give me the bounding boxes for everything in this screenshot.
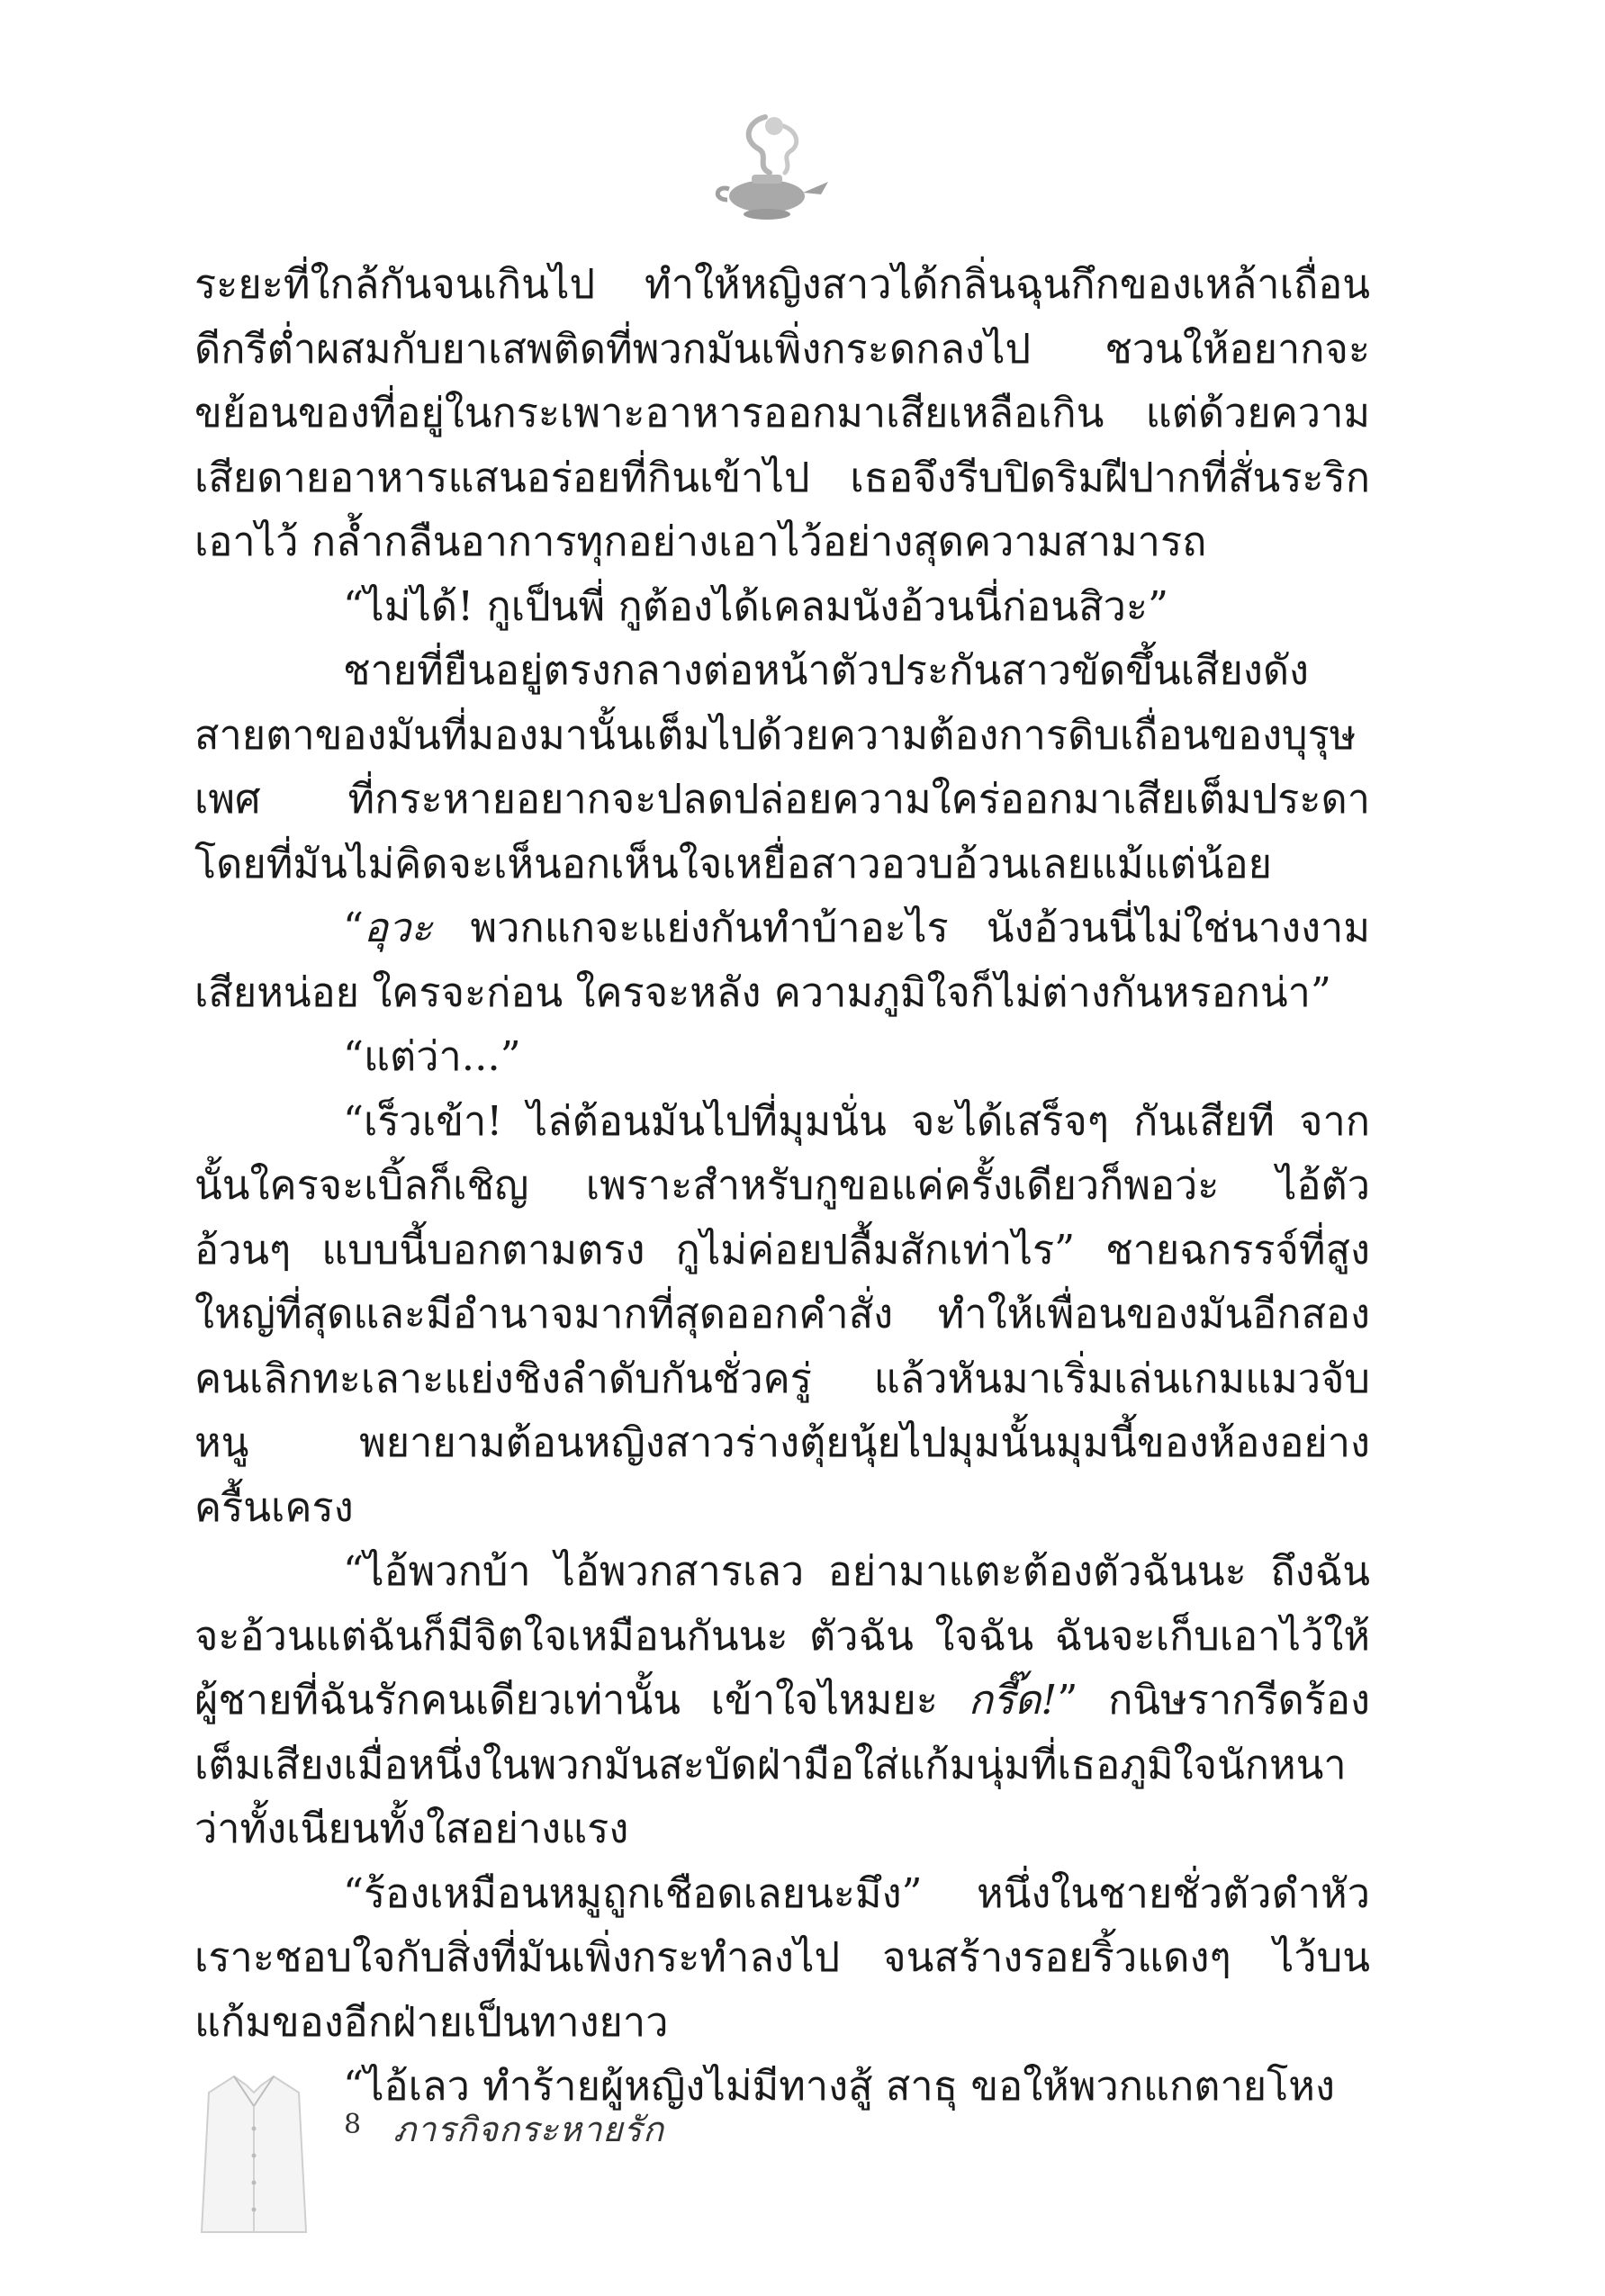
page-number: 8 bbox=[344, 2109, 362, 2140]
paragraph bbox=[194, 638, 1370, 896]
text-run: ” กนิษรากรีดร้องเต็มเสียงเมื่อหนึ่งในพวกมันสะบัดฝ่ามือใส่แก้มนุ่มที่เธอภูมิใจนักหนาว่าทั้งเนียนทั้งใสอย่างแรง bbox=[194, 1676, 1370, 1852]
text-run: ชายที่ยืนอยู่ตรงกลางต่อหน้าตัวประกันสาวขัดขึ้นเสียงดัง สายตาของมันที่มองมานั้นเต็มไปด้วยความต้องการดิบเถื่อนของบุรุษเพศ ที่กระหายอยากจะปลดปล่อยความใคร่ออกมาเสียเต็มประดา โดยที่มันไม่คิดจะเห็นอกเห็นใจเหยื่อสาวอวบอ้วนเลยแม้แต่น้อย bbox=[194, 646, 1370, 887]
paragraph-text bbox=[194, 1024, 1370, 1089]
paragraph-text bbox=[194, 1861, 1370, 2055]
paragraph bbox=[194, 1089, 1370, 1540]
paragraph-text bbox=[194, 1539, 1370, 1861]
text-run: พวกแกจะแย่งกันทำบ้าอะไร นังอ้วนนี่ไม่ใช่นางงามเสียหน่อย ใครจะก่อน ใครจะหลัง ความภูมิใจก็ไม่ต่างกันหรอกน่า” bbox=[194, 904, 1370, 1016]
text-run: “ไอ้เลว ทำร้ายผู้หญิงไม่มีทางสู้ สาธุ ขอให้พวกแกตายโหง bbox=[343, 2062, 1335, 2110]
text-run: “ไม่ได้! กูเป็นพี่ กูต้องได้เคลมนังอ้วนนี่ก่อนสิวะ” bbox=[343, 581, 1169, 630]
italic-text: กรี๊ด! bbox=[968, 1676, 1058, 1724]
paragraph bbox=[194, 896, 1370, 1024]
text-run: “ร้องเหมือนหมูถูกเชือดเลยนะมึง” หนึ่งในชายชั่วตัวดำหัวเราะชอบใจกับสิ่งที่มันเพิ่งกระทำลงไป จนสร้างรอยริ้วแดงๆ ไว้บนแก้มของอีกฝ่ายเป็นทางยาว bbox=[194, 1868, 1370, 2046]
paragraph-text bbox=[194, 1089, 1370, 1540]
genie-lamp-icon bbox=[702, 99, 837, 234]
paragraph bbox=[194, 1861, 1370, 2055]
paragraph-list bbox=[194, 252, 1370, 2119]
paragraph-text bbox=[194, 638, 1370, 896]
page-footer bbox=[191, 2066, 731, 2237]
book-title: ภารกิจกระหายรัก bbox=[393, 2110, 664, 2149]
paragraph-text bbox=[194, 252, 1370, 574]
text-run: “ไอ้พวกบ้า ไอ้พวกสารเลว อย่ามาแตะต้องตัวฉันนะ ถึงฉันจะอ้วนแต่ฉันก็มีจิตใจเหมือนกันนะ ตัวฉัน ใจฉัน ฉันจะเก็บเอาไว้ให้ผู้ชายที่ฉันรักคนเดียวเท่านั้น เข้าใจไหมยะ bbox=[194, 1547, 1370, 1724]
text-run: “เร็วเข้า! ไล่ต้อนมันไปที่มุมนั่น จะได้เสร็จๆ กันเสียที จากนั้นใครจะเบิ้ลก็เชิญ เพราะสำหรับกูขอแค่ครั้งเดียวก็พอว่ะ ไอ้ตัวอ้วนๆ แบบนี้บอกตามตรง กูไม่ค่อยปลื้มสักเท่าไร” ชายฉกรรจ์ที่สูงใหญ่ที่สุดและมีอำนาจมากที่สุดออกคำสั่ง ทำให้เพื่อนของมันอีกสองคนเลิกทะเลาะแย่งชิงลำดับกันชั่วครู่ แล้วหันมาเริ่มเล่นเกมแมวจับหนู พยายามต้อนหญิงสาวร่างตุ้ยนุ้ยไปมุมนั้นมุมนี้ของห้องอย่างครื้นเครง bbox=[194, 1096, 1370, 1531]
text-run: “แต่ว่า...” bbox=[343, 1032, 521, 1080]
paragraph bbox=[194, 252, 1370, 574]
italic-text: อุวะ bbox=[364, 904, 433, 951]
text-run: “ bbox=[343, 904, 365, 951]
shirt-icon bbox=[191, 2066, 317, 2237]
paragraph-text bbox=[194, 896, 1370, 1024]
body-text bbox=[194, 252, 1370, 2119]
text-run: ระยะที่ใกล้กันจนเกินไป ทำให้หญิงสาวได้กลิ่นฉุนกึกของเหล้าเถื่อน ดีกรีต่ำผสมกับยาเสพติดที่พวกมันเพิ่งกระดกลงไป ชวนให้อยากจะขย้อนของที่อยู่ในกระเพาะอาหารออกมาเสียเหลือเกิน แต่ด้วยความเสียดายอาหารแสนอร่อยที่กินเข้าไป เธอจึงรีบปิดริมฝีปากที่สั่นระริกเอาไว้ กล้ำกลืนอาการทุกอย่างเอาไว้อย่างสุดความสามารถ bbox=[194, 260, 1370, 565]
paragraph bbox=[194, 1024, 1370, 1089]
paragraph bbox=[194, 574, 1370, 639]
paragraph bbox=[194, 1539, 1370, 1861]
paragraph-text bbox=[194, 574, 1370, 639]
